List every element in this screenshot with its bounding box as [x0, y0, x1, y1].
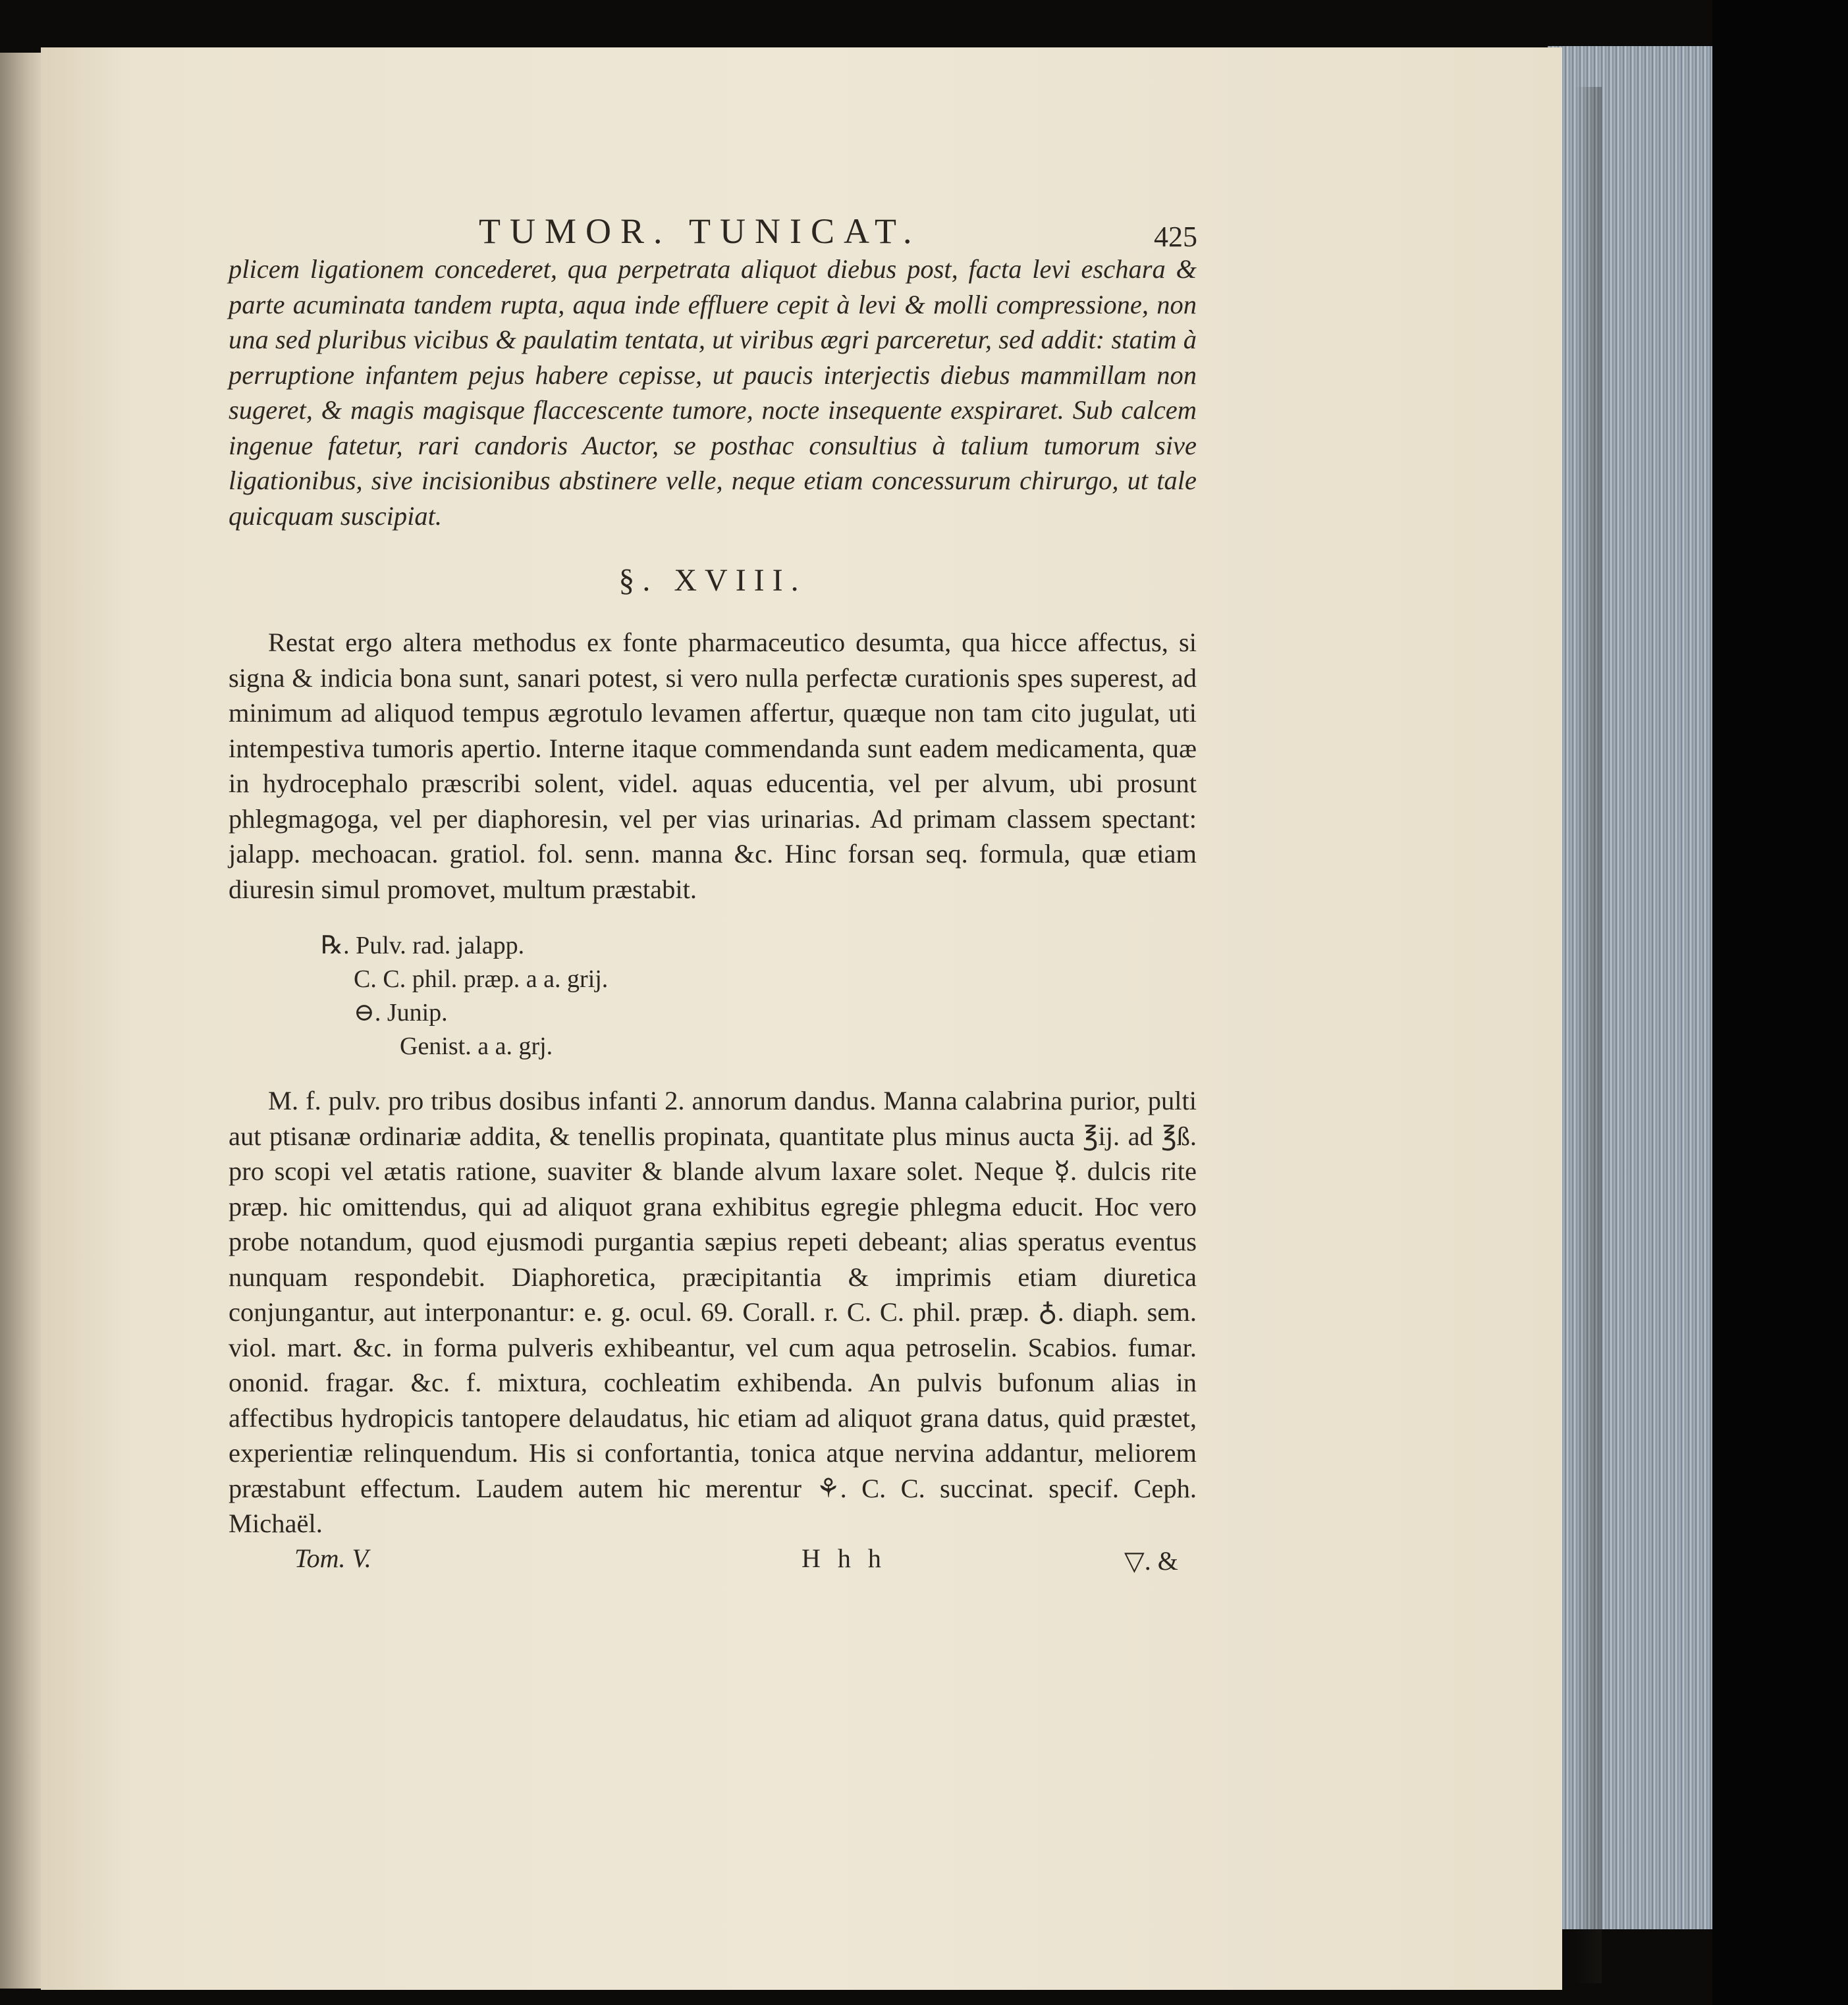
page-number: 425: [1154, 221, 1197, 253]
catchword: ▽. &: [1124, 1545, 1178, 1576]
scan-border: [1712, 0, 1848, 2005]
paragraph-ligation: plicem ligationem concederet, qua perpetrata aliquot diebus post, facta levi eschara & parte acuminata tandem rupta, aqua inde effluere cepit à levi & molli compressione, non una sed pluribus vicibus & paulatim tentata, ut viribus ægri parceretur, sed addit: statim à perruptione infantem pejus habere cepisse, ut paucis interjectis diebus mammillam non sugeret, & magis magisque flaccescente tumore, nocte insequente exspiraret. Sub calcem ingenue fatetur, rari candoris Auctor, se posthac consultius à talium tumorum sive ligationibus, sive incisionibus abstinere velle, neque etiam concessurum chirurgo, ut tale quicquam suscipiat.: [229, 254, 1197, 531]
volume-marker: Tom. V.: [294, 1543, 371, 1573]
running-head: TUMOR. TUNICAT.: [479, 211, 921, 251]
gutter-shadow: [1575, 87, 1602, 1983]
page-header: [229, 192, 1197, 252]
prescription-line: ⊖. Junip.: [354, 999, 448, 1027]
prescription-line: ℞. Pulv. rad. jalapp.: [321, 932, 525, 959]
prescription-block: [321, 929, 1197, 1063]
prescription-line: C. C. phil. præp. a a. grij.: [354, 965, 609, 993]
signature-mark: H h h: [802, 1543, 886, 1573]
paragraph-methodus: Restat ergo altera methodus ex fonte pharmaceutico desumta, qua hicce affectus, si signa & indicia bona sunt, sanari potest, si vero nulla perfectæ curationis spes superest, ad minimum ad aliquod tempus ægrotulo levamen affertur, quæque non tam cito jugulat, uti intempestiva tumoris apertio. Interne itaque commendanda sunt eadem medicamenta, quæ in hydrocephalo præscribi solent, videl. aquas educentia, vel per alvum, ubi prosunt phlegmagoga, vel per diaphoresin, vel per vias urinarias. Ad primam classem spectant: jalapp. mechoacan. gratiol. fol. senn. manna &c. Hinc forsan seq. formula, quæ etiam diuresin simul promovet, multum præstabit.: [229, 628, 1197, 904]
page-footer: [229, 1541, 1197, 1581]
book-page: [41, 47, 1562, 1990]
previous-page-edge: [0, 53, 41, 1989]
prescription-line: Genist. a a. grj.: [400, 1032, 553, 1060]
page-content: [229, 192, 1197, 1581]
section-heading: §. XVIII.: [618, 563, 807, 598]
paragraph-pulvis: M. f. pulv. pro tribus dosibus infanti 2. annorum dandus. Manna calabrina purior, pulti aut ptisanæ ordinariæ addita, & tenellis propinata, quantitate plus minus aucta ℥ij. ad ℥ß. pro scopi vel ætatis ratione, suaviter & blande alvum laxare solet. Neque ☿. dulcis rite præp. hic omittendus, qui ad aliquot grana exhibitus egregie phlegma educit. Hoc vero probe notandum, quod ejusmodi purgantia sæpius repeti debeant; alias speratus eventus nunquam respondebit. Diaphoretica, præcipitantia & imprimis etiam diuretica conjungantur, aut interponantur: e. g. ocul. 69. Corall. r. C. C. phil. præp. ♁. diaph. sem. viol. mart. &c. in forma pulveris exhibeantur, vel cum aqua petroselin. Scabios. fumar. ononid. fragar. &c. f. mixtura, cochleatim exhibenda. An pulvis bufonum alias in affectibus hydropicis tantopere delaudatus, hic etiam ad aliquot grana datus, quid præstet, experientiæ relinquendum. His si confortantia, tonica atque nervina addantur, meliorem præstabunt effectum. Laudem autem hic merentur ⚘. C. C. succinat. specif. Ceph. Michaël.: [229, 1086, 1197, 1538]
book-fore-edge: [1548, 46, 1712, 1929]
